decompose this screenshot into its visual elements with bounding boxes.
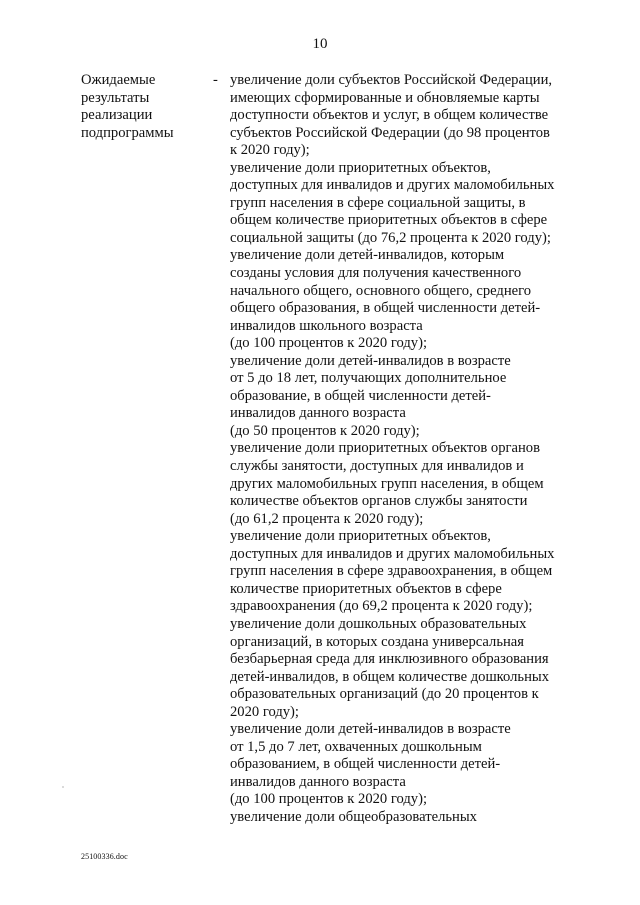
text-line: увеличение доли детей-инвалидов, которым [230, 247, 505, 264]
text-line: социальной защиты (до 76,2 процента к 2020 году); [230, 229, 551, 246]
text-line: общем количестве приоритетных объектов в сфере [230, 212, 548, 229]
text-line: увеличение доли приоритетных объектов, [230, 528, 491, 545]
text-line: групп населения в сфере здравоохранения, в общем [230, 563, 553, 580]
results-text [230, 72, 590, 827]
section-label-line: Ожидаемые [81, 72, 156, 88]
document-filename: 25100336.doc [81, 852, 128, 861]
text-line: увеличение доли детей-инвалидов в возрасте [230, 721, 511, 738]
text-line: детей-инвалидов, в общем количестве дошкольных [230, 668, 549, 685]
text-line: общего образования, в общей численности детей- [230, 300, 541, 317]
text-line: субъектов Российской Федерации (до 98 процентов [230, 124, 550, 141]
text-line: здравоохранения (до 69,2 процента к 2020 году); [230, 598, 533, 615]
text-line: службы занятости, доступных для инвалидов и [230, 458, 524, 475]
section-label [81, 72, 211, 142]
text-line: к 2020 году); [230, 142, 310, 159]
text-line: инвалидов данного возраста [230, 773, 406, 790]
text-line: безбарьерная среда для инклюзивного образования [230, 651, 549, 668]
text-line: увеличение доли детей-инвалидов в возрасте [230, 352, 511, 369]
section-label-line: реализации [81, 107, 153, 124]
section-label-line: результаты [81, 89, 150, 106]
text-line: организаций, в которых создана универсальная [230, 633, 524, 650]
text-line: (до 50 процентов к 2020 году); [230, 422, 420, 439]
text-line: (до 100 процентов к 2020 году); [230, 335, 428, 352]
text-line: имеющих сформированные и обновляемые карты [230, 89, 540, 106]
text-line: увеличение доли субъектов Российской Федерации, [230, 72, 553, 88]
scan-speck [62, 786, 64, 788]
text-line: от 1,5 до 7 лет, охваченных дошкольным [230, 738, 482, 755]
text-line: увеличение доли приоритетных объектов органов [230, 440, 540, 457]
text-line: 2020 году); [230, 703, 299, 720]
text-line: других маломобильных групп населения, в общем [230, 475, 544, 492]
text-line: увеличение доли приоритетных объектов, [230, 159, 491, 176]
text-line: (до 100 процентов к 2020 году); [230, 791, 428, 808]
text-line: увеличение доли общеобразовательных [230, 808, 477, 825]
list-dash: - [213, 72, 218, 88]
text-line: доступности объектов и услуг, в общем количестве [230, 107, 549, 124]
page-number: 10 [312, 36, 328, 52]
text-line: от 5 до 18 лет, получающих дополнительное [230, 370, 507, 387]
text-line: образование, в общей численности детей- [230, 387, 491, 404]
text-line: инвалидов данного возраста [230, 405, 406, 422]
text-line: доступных для инвалидов и других маломобильных [230, 545, 555, 562]
text-line: увеличение доли дошкольных образовательных [230, 615, 527, 632]
text-line: групп населения в сфере социальной защиты, в [230, 194, 526, 211]
text-line: доступных для инвалидов и других маломобильных [230, 177, 555, 194]
text-line: созданы условия для получения качественного [230, 265, 522, 282]
text-line: (до 61,2 процента к 2020 году); [230, 510, 424, 527]
text-line: образовательных организаций (до 20 процентов к [230, 686, 539, 703]
text-line: количестве объектов органов службы занятости [230, 493, 528, 510]
text-line: инвалидов школьного возраста [230, 317, 423, 334]
text-line: количестве приоритетных объектов в сфере [230, 580, 502, 597]
text-line: образованием, в общей численности детей- [230, 756, 501, 773]
section-label-line: подпрограммы [81, 124, 174, 141]
text-line: начального общего, основного общего, среднего [230, 282, 532, 299]
